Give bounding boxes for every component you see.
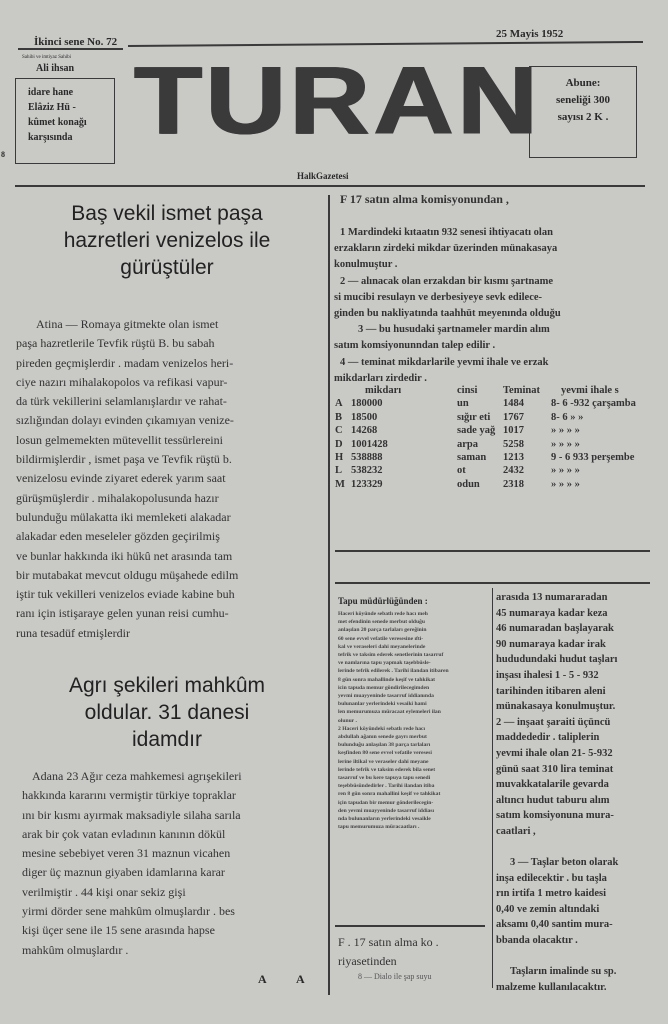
article-line: arak bir çok vatan evladının kanının dökül bbox=[22, 826, 226, 841]
table-cell: saman bbox=[457, 452, 487, 464]
notice-line: rın irtifa 1 metro kaidesi bbox=[496, 888, 607, 900]
owner-label: Sahibi ve imtiyaz Sahibi bbox=[22, 55, 72, 60]
tapu-line: abdullah ağanın senede gayrı merbut bbox=[338, 734, 427, 741]
tapu-line: den yevmi muayyeninde tasarruf iddiası bbox=[338, 807, 435, 814]
table-cell: M bbox=[335, 478, 345, 490]
notice-line: maddededir . taliplerin bbox=[496, 732, 600, 744]
tender-line: satım komsiyonunndan talep edilir . bbox=[334, 340, 496, 352]
tapu-line: anlaşılan 20 parça tarlaları gereğinin bbox=[338, 627, 427, 634]
table-cell: un bbox=[457, 398, 469, 410]
table-header: Teminat bbox=[503, 385, 540, 396]
table-cell: » » » » bbox=[551, 425, 580, 437]
article1-headline bbox=[14, 200, 320, 281]
paper-type: HalkGazetesi bbox=[297, 171, 349, 181]
article-line: mesine sebebiyet veren 31 maznun vicahen bbox=[22, 846, 231, 861]
headline-line: Baş vekil ismet paşa bbox=[71, 202, 263, 225]
tapu-line: 60 sene evvel vefatile veresesine ıfti- bbox=[338, 635, 424, 642]
article-line: verilmiştir . 44 kişi onar sekiz gişi bbox=[22, 884, 186, 899]
issue-date: 25 Mayis 1952 bbox=[496, 28, 564, 40]
table-cell: 5258 bbox=[503, 438, 524, 450]
admin-line: karşısında bbox=[28, 132, 73, 143]
article-line: venizelosu evinde ziyaret ederek yarım saat bbox=[16, 471, 226, 486]
table-cell: 1213 bbox=[503, 452, 524, 464]
tapu-line: bulunduğu anlaşılan 38 parça tarlaları bbox=[338, 742, 431, 749]
tender-title: F 17 satın alma komisyonundan , bbox=[340, 192, 509, 206]
tapu-line: keşfinden 80 sene evvel vefatile veresesi bbox=[338, 750, 432, 757]
section-rule bbox=[335, 582, 650, 584]
tapu-line: tefrik ve taksim ederek senetlerinin tasarruf bbox=[338, 652, 444, 659]
notice-line: 2 — inşaat şaraiti üçüncü bbox=[496, 716, 611, 728]
article-line: bir mutabakat mevcut oldugu müşahede edilm bbox=[16, 567, 239, 582]
table-header: cinsi bbox=[457, 385, 478, 396]
tapu-line: teşebbüsündedirler . Tarihi ilandan itiba bbox=[338, 783, 435, 790]
table-cell: » » » » bbox=[551, 438, 580, 450]
administration-box bbox=[15, 78, 115, 164]
admin-line: idare hane bbox=[28, 87, 74, 98]
table-cell: » » » » bbox=[551, 478, 580, 490]
tapu-line: icin tapuda memur göndirilecegimden bbox=[338, 684, 430, 691]
notice-line: satım komsiyonuna mura- bbox=[496, 810, 614, 822]
notice-line: inşası ihalesi 1 - 5 - 932 bbox=[496, 669, 599, 681]
table-cell: 1017 bbox=[503, 425, 524, 437]
headline-line: gürüştüler bbox=[120, 256, 214, 279]
tender-line: mikdarları zirdedir . bbox=[334, 372, 427, 384]
tapu-line: Haceri köyünde sebatlı rede hacı meh bbox=[338, 611, 428, 617]
tapu-line: olunur . bbox=[338, 717, 357, 724]
tender-line: ginden bu nakliyatında taahhüt meyenında olduğu bbox=[334, 308, 561, 320]
tender-line: 1 Mardindeki kıtaatın 932 senesi ihtiyacatı olan bbox=[340, 227, 553, 238]
tapu-line: len memurumuza müracaat eylemeleri ilan bbox=[338, 709, 441, 716]
tapu-body bbox=[338, 610, 490, 831]
article-line: ranı için istişaraye gelen yunan reisi cumhu- bbox=[16, 606, 229, 621]
tapu-line: met efendinin senede merbut olduğu bbox=[338, 619, 426, 626]
notice-line: caatlari , bbox=[496, 825, 536, 837]
tender-line: si mucibi resulayn ve derbesiyeye sevk edilece- bbox=[334, 291, 543, 303]
notice-line: riyasetinden bbox=[338, 954, 397, 968]
tapu-line: tasarruf ve bu kere tapuya tapu senedi bbox=[338, 775, 431, 782]
notice-line: günü saat 310 lira teminat bbox=[496, 763, 614, 775]
tapu-line: 2 Haceri köyündeki sebatlı rede hacı bbox=[338, 725, 426, 732]
subscription-box bbox=[529, 66, 637, 158]
signature-letter: A bbox=[296, 972, 305, 986]
notice-line: 0,40 ve zemin altındaki bbox=[496, 903, 600, 915]
article2-headline bbox=[14, 672, 320, 753]
tender-line: 3 — bu husudaki şartnameler mardin alım bbox=[358, 324, 550, 336]
table-cell: 8- 6 » » bbox=[551, 411, 584, 423]
notice-line: Taşların imalinde su sp. bbox=[510, 966, 617, 978]
table-cell: sığır eti bbox=[457, 411, 491, 423]
article-line: ciye nazırı mihalakopolos va refikasi vapur- bbox=[16, 374, 228, 389]
tender-line: erzakların zirdeki mikdar üzerinden münakasaya bbox=[334, 243, 558, 255]
column-divider bbox=[328, 195, 330, 995]
table-cell: » » » » bbox=[551, 465, 580, 477]
table-header-row bbox=[335, 384, 653, 397]
tapu-line: 8 gün sonra mahallinde keşif ve tahkikat bbox=[338, 676, 435, 683]
tapu-line: nda bulunanların yerlerindeki vesaikle bbox=[338, 816, 431, 823]
table-cell: 8- 6 -932 çarşamba bbox=[551, 398, 636, 410]
table-cell: 2318 bbox=[503, 478, 524, 490]
article-line: Adana 23 Ağır ceza mahkemesi agrışekileri bbox=[32, 769, 242, 783]
table-cell: D bbox=[335, 438, 343, 450]
table-row bbox=[335, 464, 653, 477]
notice-line: hududundaki hudut taşları bbox=[496, 654, 618, 666]
notice-line: tarihinden itibaren aleni bbox=[496, 685, 606, 697]
table-cell: sade yağ bbox=[457, 425, 496, 437]
table-cell: 14268 bbox=[351, 425, 378, 437]
article-line: ını bir kısmı ayırmak maksadiyle silaha sarıla bbox=[22, 807, 241, 822]
headline-line: Agrı şekileri mahkûm bbox=[68, 674, 266, 697]
subscription-line: seneliği 300 bbox=[555, 94, 611, 106]
tapu-line: lerine iltikal ve veraseler dahi meyane bbox=[338, 758, 429, 765]
notice-line: 46 numaradan başlayarak bbox=[496, 623, 614, 635]
section-rule bbox=[335, 925, 485, 927]
notice-line: bbanda olacaktır . bbox=[496, 935, 578, 947]
table-cell: 538232 bbox=[351, 465, 383, 477]
table-header: mikdarı bbox=[365, 385, 402, 396]
article-line: gürüşmüşlerdir . mihalakopolusunda hazır bbox=[16, 490, 219, 505]
notice-line: 3 — Taşlar beton olarak bbox=[510, 857, 619, 869]
notice-line: yevmi ihale olan 21- 5-932 bbox=[496, 747, 613, 759]
tender-body bbox=[334, 225, 652, 387]
article-line: yirmi dörder sene mahkûm olmuşlardır . bes bbox=[22, 904, 235, 919]
table-cell: arpa bbox=[457, 438, 478, 450]
tapu-line: tapu memurumuza müracaatları . bbox=[338, 824, 420, 831]
section-rule bbox=[335, 550, 650, 552]
table-cell: 180000 bbox=[351, 398, 383, 410]
notice2 bbox=[338, 933, 439, 971]
table-cell: 2432 bbox=[503, 465, 524, 477]
article-line: hakkında kararını vermiştir türkiye topraklar bbox=[22, 788, 236, 803]
article-line: runa tesadüf etmişlerdir bbox=[16, 625, 130, 640]
table-cell: 18500 bbox=[351, 411, 378, 423]
tapu-title: Tapu müdürlüğünden : bbox=[338, 596, 428, 606]
article-line: diger üç maznun giyaben idamlarına karar bbox=[22, 865, 225, 880]
table-header: yevmi ihale s bbox=[561, 385, 619, 396]
table-row bbox=[335, 424, 653, 437]
article2-body bbox=[22, 767, 328, 960]
tender-line: 2 — alınacak olan erzakdan bir kısmı şartname bbox=[340, 275, 554, 287]
tapu-line: lerinde tefrik ve taksim ederek bila senet bbox=[338, 766, 436, 773]
subscription-line: Abune: bbox=[565, 77, 601, 89]
article-line: paşa hazretlerile Tevfik rüştü B. bu sabah bbox=[16, 336, 215, 351]
article-line: bulunduğu mülakatta iki memleketi alakadar bbox=[16, 509, 231, 524]
admin-line: kûmet konağı bbox=[28, 117, 87, 128]
article-line: losun gelmemekten mütevellit tessürlereini bbox=[16, 432, 223, 447]
newspaper-logo: TURAN bbox=[134, 46, 541, 155]
article-line: iştir tuk vekilleri venizelos eviade kabine buh bbox=[16, 587, 235, 602]
table-cell: odun bbox=[457, 478, 480, 490]
notice-line: muvakkatalarile gevarda bbox=[496, 779, 609, 791]
tapu-line: lerinde tefrik edilerek . Tarihi ilandan itibaren bbox=[338, 668, 449, 675]
notice-line bbox=[496, 840, 646, 856]
table-header bbox=[335, 384, 351, 397]
border-construction-notice bbox=[496, 590, 646, 995]
column-divider bbox=[492, 588, 493, 988]
article-line: da türk vekillerini selamlanışlardır ve rahat- bbox=[16, 394, 227, 409]
notice-line: malzeme kullanılacaktır. bbox=[496, 981, 607, 993]
notice-line: arasıda 13 numararadan bbox=[496, 592, 608, 603]
notice-line: 45 numaraya kadar keza bbox=[496, 607, 608, 619]
owner-name: Ali ihsan bbox=[36, 63, 75, 74]
table-row bbox=[335, 411, 653, 424]
rule bbox=[18, 48, 123, 50]
notice-line: 90 numaraya kadar irak bbox=[496, 638, 606, 650]
subscription-line: sayısı 2 K . bbox=[557, 111, 609, 123]
table-cell: 123329 bbox=[351, 478, 383, 490]
article-line: bildirmişlerdir , ismet paşa ve Tevfik rüştü b. bbox=[16, 452, 232, 467]
article-line: kişi üçer sene ile 15 sene arasında hapse bbox=[22, 923, 215, 938]
table-row bbox=[335, 451, 653, 464]
margin-mark: 8 bbox=[1, 150, 5, 159]
tapu-line: ren 8 gün sonra mahallini keşif ve tahkikat bbox=[338, 791, 441, 798]
table-cell: B bbox=[335, 411, 343, 423]
headline-line: idamdır bbox=[131, 728, 203, 751]
article-line: Atina — Romaya gitmekte olan ismet bbox=[36, 317, 219, 331]
table-cell: A bbox=[335, 398, 343, 410]
table-cell: 9 - 6 933 perşembe bbox=[551, 452, 635, 464]
issue-number: İkinci sene No. 72 bbox=[34, 36, 118, 48]
table-cell: L bbox=[335, 465, 343, 477]
tapu-line: ve namlarına tapu yapmak taşebbüsle- bbox=[338, 660, 431, 667]
table-cell: 1767 bbox=[503, 411, 524, 423]
masthead-rule bbox=[15, 185, 645, 187]
article1-body bbox=[16, 315, 326, 643]
tender-line: 4 — teminat mikdarlarile yevmi ihale ve erzak bbox=[340, 356, 549, 368]
notice2-text: 8 — Dialo ile şap suyu bbox=[358, 972, 432, 981]
notice-line: altıncı hudut taburu alım bbox=[496, 794, 610, 806]
notice-line bbox=[496, 949, 646, 965]
table-cell: 1484 bbox=[503, 398, 524, 410]
table-cell: 538888 bbox=[351, 452, 383, 464]
table-row bbox=[335, 397, 653, 410]
table-row bbox=[335, 438, 653, 451]
table-cell: 1001428 bbox=[351, 438, 388, 450]
notice-line: F . 17 satın alma ko . bbox=[338, 935, 439, 949]
article-line: pireden geçmişlerdir . madam venizelos heri- bbox=[16, 355, 234, 370]
headline-line: oldular. 31 danesi bbox=[84, 701, 250, 724]
table-row bbox=[335, 478, 653, 491]
notice-line: münakasaya konulmuştur. bbox=[496, 701, 616, 713]
notice-line: aksamı 0,40 santim mura- bbox=[496, 919, 613, 931]
tender-line: konulmuştur . bbox=[334, 259, 398, 271]
article-line: alakadar eden meseleler gözden geçirilmiş bbox=[16, 529, 220, 544]
table-cell: H bbox=[335, 452, 344, 464]
table-cell: C bbox=[335, 425, 343, 437]
tapu-line: kal ve veraseleri dahi meyanelerinde bbox=[338, 643, 426, 650]
article-line: ve bunlar hakkında iki hükû net arasında tam bbox=[16, 548, 233, 563]
notice-line: inşa edilecektir . bu taşla bbox=[496, 872, 607, 884]
article-line: sızlığından dolayı evinden çıkamıyan venize- bbox=[16, 413, 234, 428]
tapu-line: için tapudan bir memur gönderilecegin- bbox=[338, 799, 434, 806]
headline-line: hazretleri venizelos ile bbox=[63, 229, 271, 252]
table-cell: ot bbox=[457, 465, 466, 477]
tapu-line: yevmi muayyeninde tasarruf iddianında bbox=[338, 693, 434, 700]
article-line: mahkûm olmuşlardır . bbox=[22, 942, 129, 957]
admin-line: Elâziz Hü - bbox=[28, 102, 76, 113]
signature-letter: A bbox=[258, 972, 267, 986]
tapu-line: bulunanlar yerlerindeki vesaiki hami bbox=[338, 701, 427, 708]
tender-table bbox=[335, 384, 653, 491]
